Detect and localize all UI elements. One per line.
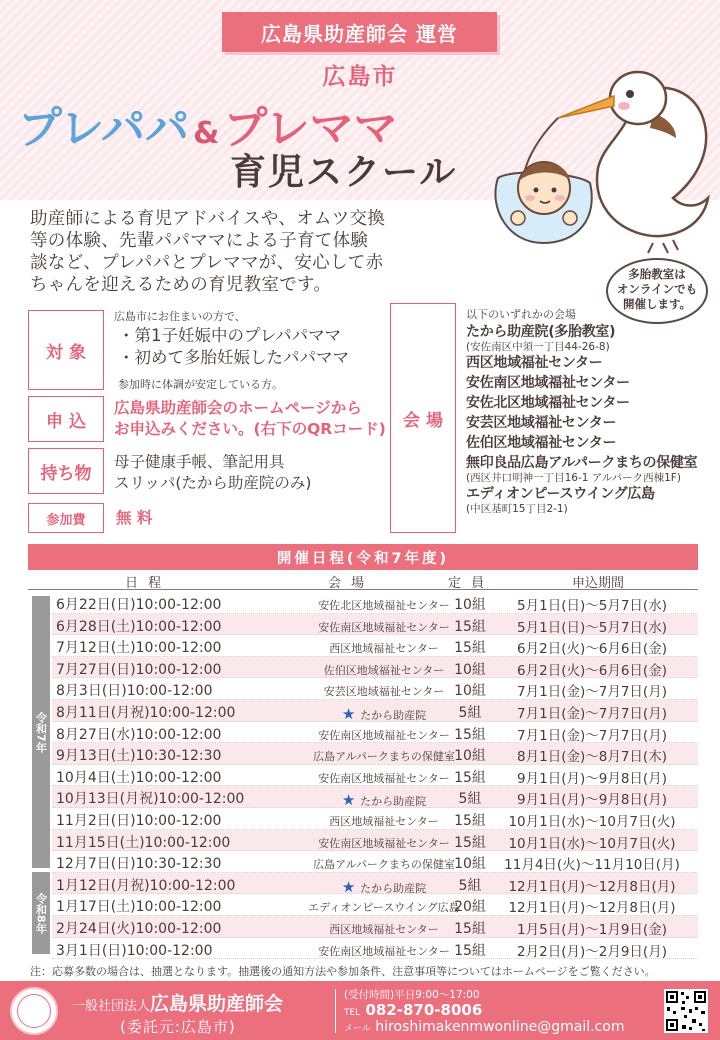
venue-label: 会 場	[390, 303, 456, 533]
table-row	[52, 614, 698, 636]
row-period: 5月1日(日)～5月7日(水)	[517, 598, 667, 614]
city-label: 広島市	[322, 64, 398, 90]
apply-text: 広島県助産師会のホームページから お申込みください。(右下のQRコード)	[114, 399, 386, 438]
table-row	[52, 657, 698, 679]
footer-tel: TEL 082-870-8006	[344, 1001, 483, 1019]
table-row	[52, 635, 698, 657]
venue-note: 以下のいずれかの会場	[466, 308, 576, 321]
intro-text: 助産師による育児アドバイスや、オムツ交換 等の体験、先輩パパママによる子育て体験 談など、プレパパとプレママが、安心して赤 ちゃんを迎えるための育児教室です。	[30, 209, 386, 295]
row-capacity: 10組	[454, 856, 486, 873]
table-row	[52, 894, 698, 916]
venue-name: たから助産院(多胎教室)	[466, 324, 616, 340]
row-capacity: 10組	[454, 661, 486, 678]
row-capacity: 5組	[458, 704, 482, 721]
row-period: 10月1日(水)～10月7日(火)	[508, 835, 676, 852]
apply-label: 申 込	[28, 396, 104, 442]
footer-hours: (受付時間)平日9:00～17:00	[344, 989, 480, 1001]
row-period: 9月1日(月)～9月8日(月)	[517, 792, 667, 809]
row-capacity: 10組	[454, 597, 486, 613]
row-period: 10月1日(水)～10月7日(火)	[508, 813, 676, 830]
row-venue: 西区地域福祉センター	[329, 922, 439, 936]
table-row	[52, 765, 698, 787]
star-icon: ★	[341, 877, 361, 896]
venue-address: (中区基町15丁目2-1)	[466, 503, 568, 515]
row-capacity: 15組	[454, 769, 486, 786]
row-capacity: 15組	[454, 812, 486, 829]
table-row	[52, 786, 698, 808]
stork-illustration	[478, 58, 718, 258]
target-label: 対 象	[28, 310, 104, 390]
table-row	[52, 830, 698, 852]
row-period: 2月2日(月)～2月9日(月)	[517, 943, 667, 960]
row-venue: 安佐南区地域福祉センター	[318, 944, 450, 958]
target-note-top: 広島市にお住まいの方で、	[114, 310, 246, 323]
row-capacity: 15組	[454, 942, 486, 959]
row-capacity: 10組	[454, 683, 486, 700]
footer-org: 一般社団法人広島県助産師会	[72, 993, 284, 1015]
row-venue: ★ たから助産院	[341, 791, 427, 810]
items-text: 母子健康手帳、筆記用具 スリッパ(たから助産院のみ)	[114, 453, 312, 492]
table-row	[52, 808, 698, 830]
items-label: 持ち物	[28, 448, 104, 494]
row-date: 3月1日(日)10:00-12:00	[56, 942, 213, 959]
row-capacity: 10組	[454, 748, 486, 765]
row-capacity: 5組	[458, 877, 482, 894]
table-row	[52, 592, 698, 614]
org-banner: 広島県助産師会 運営	[222, 12, 497, 52]
table-row	[52, 722, 698, 744]
row-date: 8月3日(日)10:00-12:00	[56, 683, 213, 700]
venue-name: エディオンピースウイング広島	[466, 486, 655, 502]
row-date: 12月7日(日)10:30-12:30	[56, 856, 222, 873]
venue-address: (安佐南区中須一丁目44-26-8)	[466, 341, 610, 353]
subtitle: 育児スクール	[230, 152, 458, 193]
table-row	[52, 678, 698, 700]
venue-name: 無印良品広島アルパークまちの保健室	[466, 455, 698, 471]
row-venue: 安佐南区地域福祉センター	[318, 728, 450, 742]
schedule-title: 開催日程(令和7年度)	[28, 544, 698, 570]
footer-divider	[335, 989, 336, 1033]
row-period: 1月5日(月)～1月9日(金)	[517, 921, 667, 938]
row-venue: 安佐北区地域福祉センター	[318, 599, 450, 612]
row-date: 1月17日(土)10:00-12:00	[56, 899, 222, 916]
title-amp: &	[193, 116, 220, 151]
era-r8: 令和8年	[32, 872, 50, 954]
row-capacity: 15組	[454, 640, 486, 657]
row-date: 6月22日(日)10:00-12:00	[56, 597, 222, 613]
row-period: 12月1日(月)～12月8日(月)	[508, 900, 676, 917]
schedule-rows	[52, 592, 698, 959]
row-venue: 安佐南区地域福祉センター	[318, 836, 450, 850]
venue-name: 佐伯区地域福祉センター	[466, 435, 617, 451]
row-period: 6月2日(火)～6月6日(金)	[517, 662, 667, 679]
row-venue: ★ たから助産院	[341, 704, 427, 723]
row-period: 12月1日(月)～12月8日(月)	[508, 878, 676, 895]
venue-address: (西区井口明神一丁目16-1 アルパーク西棟1F)	[466, 472, 681, 484]
row-period: 8月1日(金)～8月7日(木)	[517, 749, 667, 766]
row-capacity: 15組	[454, 726, 486, 743]
row-date: 10月13日(月祝)10:00-12:00	[56, 791, 245, 808]
row-date: 2月24日(火)10:00-12:00	[56, 920, 222, 937]
note: 注：応募多数の場合は、抽選となります。抽選後の通知方法や参加条件、注意事項等についてはホームページをご覧ください。	[30, 965, 656, 978]
star-icon: ★	[341, 791, 361, 810]
venue-name: 安芸区地域福祉センター	[466, 415, 617, 431]
table-row	[52, 916, 698, 938]
fee-text: 無 料	[116, 509, 153, 527]
row-venue: 安芸区地域福祉センター	[323, 685, 445, 699]
online-bubble: 多胎教室は オンラインでも 開催します。	[606, 258, 708, 324]
row-date: 11月15日(土)10:00-12:00	[56, 834, 231, 851]
row-date: 1月12日(月祝)10:00-12:00	[56, 877, 236, 894]
target-note-bottom: 参加時に体調が安定している方。	[118, 378, 283, 391]
col-period: 申込期間	[572, 576, 625, 591]
row-capacity: 15組	[454, 618, 486, 635]
row-venue: 安佐南区地域福祉センター	[318, 620, 450, 634]
row-period: 7月1日(金)～7月7日(月)	[517, 705, 667, 722]
footer-client: (委託元:広島市)	[120, 1018, 236, 1036]
footer-mail[interactable]: メール hiroshimakenmwonline@gmail.com	[344, 1019, 625, 1035]
venue-name: 西区地域福祉センター	[466, 355, 603, 371]
row-date: 6月28日(土)10:00-12:00	[56, 618, 222, 635]
fee-label: 参加費	[28, 503, 104, 533]
col-venue: 会 場	[328, 576, 368, 591]
row-capacity: 15組	[454, 920, 486, 937]
row-capacity: 20組	[454, 899, 486, 916]
org-seal-icon	[10, 987, 58, 1035]
col-date: 日 程	[125, 576, 165, 591]
row-date: 7月27日(日)10:00-12:00	[56, 661, 222, 678]
title-premama: プレママ	[223, 103, 398, 154]
table-row	[52, 851, 698, 873]
footer	[0, 981, 720, 1040]
row-period: 9月1日(月)～9月8日(月)	[517, 770, 667, 787]
row-period: 7月1日(金)～7月7日(月)	[517, 684, 667, 701]
row-period: 5月1日(日)～5月7日(水)	[517, 619, 667, 636]
row-period: 11月4日(火)～11月10日(月)	[504, 857, 680, 874]
table-row	[52, 938, 698, 960]
target-items: ・第1子妊娠中のプレパパママ ・初めて多胎妊娠したパパママ	[118, 326, 349, 367]
table-row	[52, 700, 698, 722]
venue-name: 安佐南区地域福祉センター	[466, 375, 630, 391]
col-cap: 定 員	[448, 576, 488, 591]
qr-code-icon[interactable]	[664, 989, 708, 1033]
row-date: 8月27日(水)10:00-12:00	[56, 726, 222, 743]
header-divider	[28, 589, 698, 590]
table-row	[52, 743, 698, 765]
title-prepapa: プレパパ	[18, 103, 190, 154]
table-row	[52, 873, 698, 895]
venue-list	[466, 322, 716, 515]
row-period: 6月2日(火)～6月6日(金)	[517, 641, 667, 658]
row-venue: エディオンピースウイング広島	[308, 901, 460, 915]
row-venue: 西区地域福祉センター	[329, 642, 439, 656]
row-venue: 安佐南区地域福祉センター	[318, 771, 450, 785]
row-date: 10月4日(土)10:00-12:00	[56, 769, 222, 786]
row-date: 7月12日(土)10:00-12:00	[56, 640, 222, 657]
row-venue: ★ たから助産院	[341, 877, 427, 896]
row-period: 7月1日(金)～7月7日(月)	[517, 727, 667, 744]
row-venue: 広島アルパークまちの保健室	[313, 858, 455, 872]
row-date: 9月13日(土)10:30-12:30	[56, 748, 222, 765]
venue-name: 安佐北区地域福祉センター	[466, 395, 630, 411]
row-venue: 西区地域福祉センター	[329, 814, 439, 828]
star-icon: ★	[341, 704, 361, 723]
row-date: 11月2日(日)10:00-12:00	[56, 812, 222, 829]
row-capacity: 5組	[458, 791, 482, 808]
row-venue: 佐伯区地域福祉センター	[323, 663, 445, 677]
row-date: 8月11日(月祝)10:00-12:00	[56, 704, 236, 721]
era-r7: 令和7年	[32, 596, 50, 868]
row-capacity: 15組	[454, 834, 486, 851]
row-venue: 広島アルパークまちの保健室	[313, 750, 455, 764]
